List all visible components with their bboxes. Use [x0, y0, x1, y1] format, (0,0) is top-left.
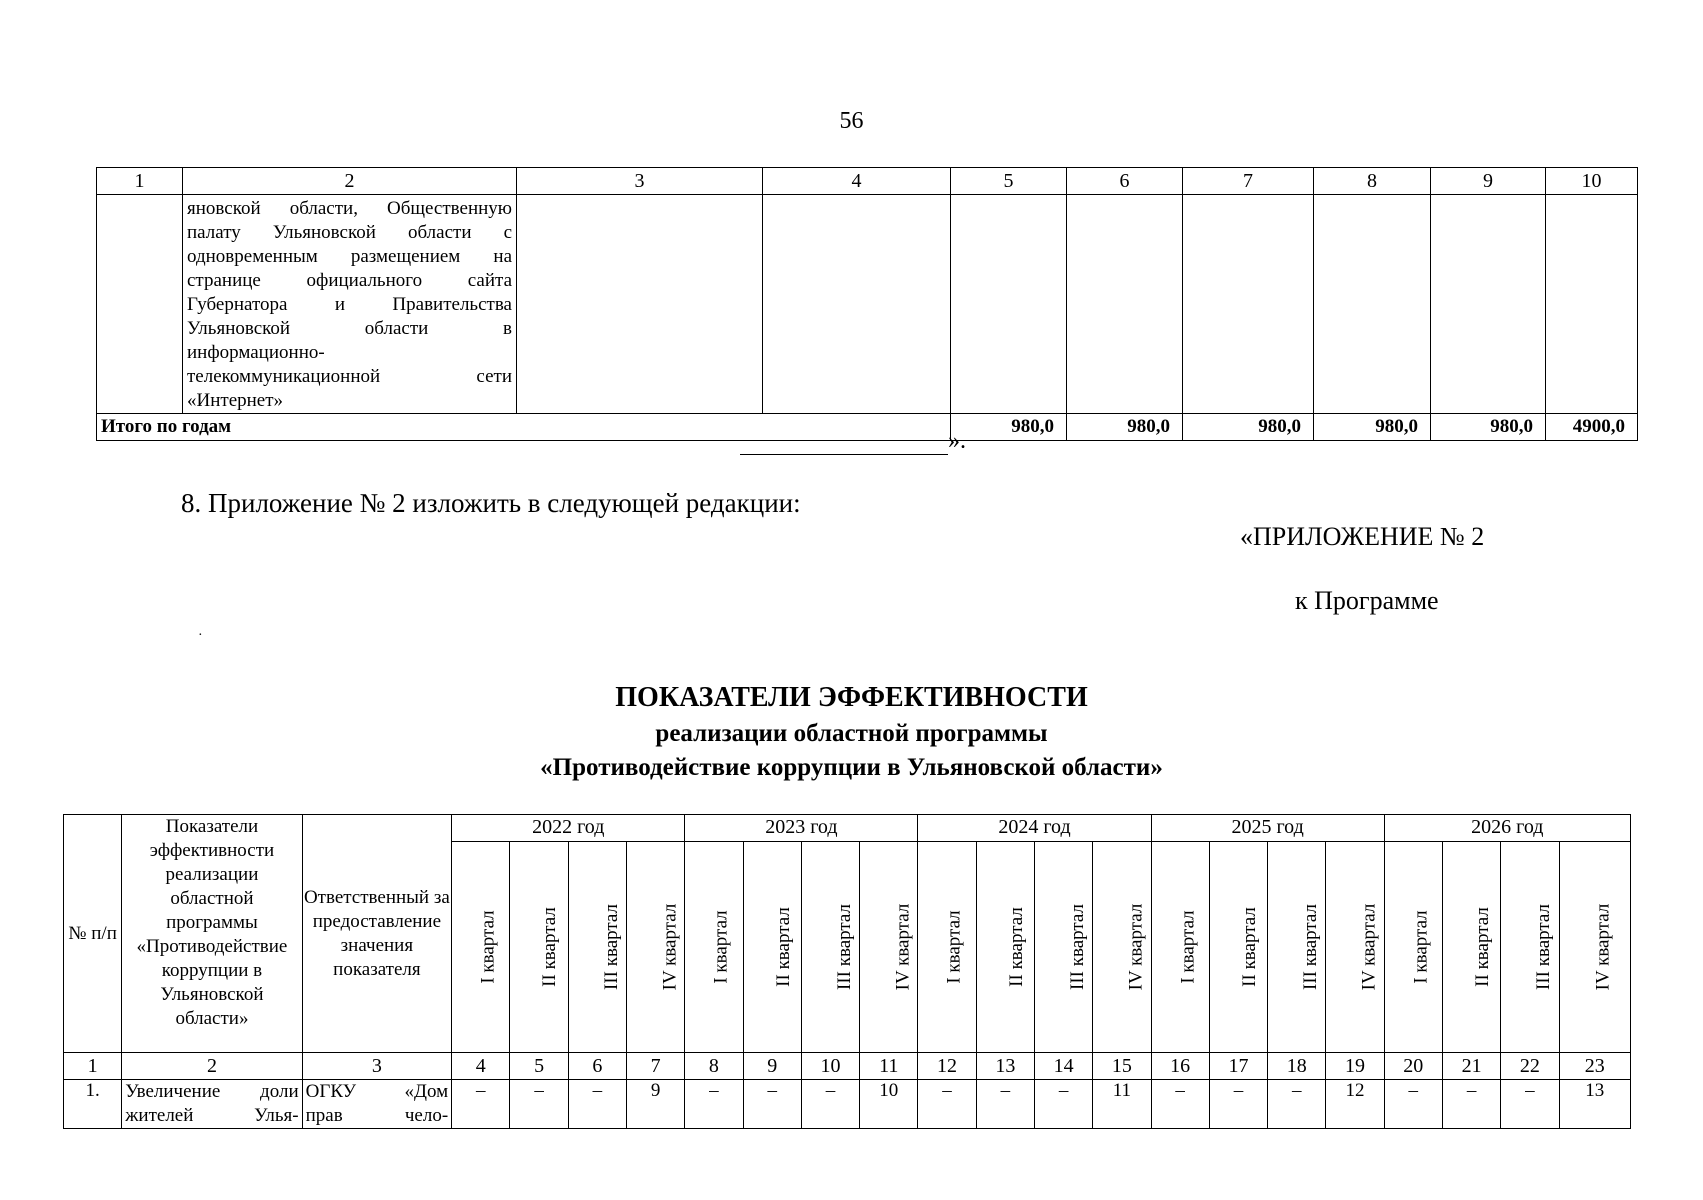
quarter-value: – [801, 1080, 859, 1129]
total-value: 980,0 [951, 414, 1067, 441]
column-number: 7 [1183, 168, 1314, 195]
column-number: 19 [1326, 1053, 1384, 1080]
quarter-label: III квартал [1533, 904, 1555, 990]
column-number: 18 [1268, 1053, 1326, 1080]
column-number: 6 [1067, 168, 1183, 195]
quarter-header [1034, 842, 1092, 1053]
column-number: 10 [801, 1053, 859, 1080]
year-header-row [64, 815, 1631, 842]
quarter-header [743, 842, 801, 1053]
empty-cell [1314, 195, 1431, 414]
quarter-label: III квартал [833, 904, 855, 990]
year-header: 2024 год [918, 815, 1151, 842]
quarter-label: I квартал [1410, 910, 1432, 984]
quarter-value: – [1268, 1080, 1326, 1129]
quarter-label: II квартал [1471, 907, 1493, 987]
quarter-label: I квартал [710, 910, 732, 984]
closing-quote [740, 428, 966, 455]
column-number: 21 [1442, 1053, 1500, 1080]
column-number: 1 [64, 1053, 122, 1080]
quarter-value: – [1501, 1080, 1559, 1129]
empty-cell [1546, 195, 1638, 414]
total-value: 980,0 [1431, 414, 1546, 441]
quarter-header [976, 842, 1034, 1053]
appendix-subtitle: к Программе [1295, 586, 1439, 615]
appendix-label: «ПРИЛОЖЕНИЕ № 2 [1240, 522, 1485, 551]
table-row [97, 195, 1638, 414]
quarter-header [1326, 842, 1384, 1053]
quarter-header [801, 842, 859, 1053]
total-value: 980,0 [1314, 414, 1431, 441]
quarter-label: IV квартал [1125, 903, 1147, 991]
closing-underline [740, 434, 948, 455]
column-number: 15 [1093, 1053, 1151, 1080]
column-number: 9 [1431, 168, 1546, 195]
stray-dot: · [198, 628, 203, 643]
column-number: 2 [122, 1053, 302, 1080]
quarter-label: IV квартал [1591, 903, 1613, 991]
column-number: 17 [1209, 1053, 1267, 1080]
quarter-label: IV квартал [892, 903, 914, 991]
indicator-name [122, 1080, 302, 1129]
quarter-value: – [743, 1080, 801, 1129]
quarter-value: – [685, 1080, 743, 1129]
total-value: 4900,0 [1546, 414, 1638, 441]
quarter-label: II квартал [1238, 907, 1260, 987]
quarter-header [568, 842, 626, 1053]
quarter-header [452, 842, 510, 1053]
quarter-value: – [452, 1080, 510, 1129]
indicator-name-line: жителей Улья- [125, 1105, 299, 1126]
table-row [64, 1080, 1631, 1129]
quarter-header [1559, 842, 1631, 1053]
empty-cell [951, 195, 1067, 414]
quarter-value: 11 [1093, 1080, 1151, 1129]
quarter-label: I квартал [1177, 910, 1199, 984]
column-number: 5 [510, 1053, 568, 1080]
column-number: 20 [1384, 1053, 1442, 1080]
quarter-label: II квартал [539, 907, 561, 987]
column-number: 3 [302, 1053, 452, 1080]
page-number: 56 [839, 108, 864, 134]
column-number: 9 [743, 1053, 801, 1080]
quarter-label: II квартал [772, 907, 794, 987]
column-number: 14 [1034, 1053, 1092, 1080]
indicators-table [63, 814, 1631, 1129]
document-title: ПОКАЗАТЕЛИ ЭФФЕКТИВНОСТИ [615, 682, 1088, 713]
total-value: 980,0 [1183, 414, 1314, 441]
total-value: 980,0 [1067, 414, 1183, 441]
quarter-value: – [976, 1080, 1034, 1129]
year-header: 2023 год [685, 815, 918, 842]
quarter-value: – [568, 1080, 626, 1129]
column-number: 4 [763, 168, 951, 195]
column-number: 4 [452, 1053, 510, 1080]
column-number: 7 [627, 1053, 685, 1080]
quarter-header [685, 842, 743, 1053]
program-name: «Противодействие коррупции в Ульяновской области» [540, 754, 1163, 781]
amendment-instruction: 8. Приложение № 2 изложить в следующей редакции: [181, 488, 801, 518]
responsible-party [302, 1080, 452, 1129]
quarter-value: – [1034, 1080, 1092, 1129]
year-header: 2025 год [1151, 815, 1384, 842]
quarter-header [627, 842, 685, 1053]
column-number: 5 [951, 168, 1067, 195]
column-number: 8 [1314, 168, 1431, 195]
empty-cell [97, 195, 183, 414]
empty-cell [517, 195, 763, 414]
closing-quote-text: ». [948, 428, 966, 454]
header-responsible: Ответственный за предоставление значения показателя [302, 815, 452, 1053]
quarter-label: II квартал [1005, 907, 1027, 987]
quarter-header [1093, 842, 1151, 1053]
responsible-party-line: ОГКУ «Дом [305, 1081, 449, 1102]
quarter-header [1501, 842, 1559, 1053]
quarter-label: IV квартал [659, 903, 681, 991]
column-number: 11 [860, 1053, 918, 1080]
quarter-label: IV квартал [1358, 903, 1380, 991]
column-number: 2 [183, 168, 517, 195]
column-number-row [64, 1053, 1631, 1080]
column-number: 13 [976, 1053, 1034, 1080]
quarter-value: – [1151, 1080, 1209, 1129]
header-indicator: Показатели эффективности реализации областной программы «Противодействие коррупции в Ульяновской области» [122, 815, 302, 1053]
column-number: 1 [97, 168, 183, 195]
quarter-value: 12 [1326, 1080, 1384, 1129]
quarter-value: 10 [860, 1080, 918, 1129]
total-label: Итого по годам [97, 414, 951, 441]
quarter-header [510, 842, 568, 1053]
quarter-label: I квартал [944, 910, 966, 984]
quarter-header [1151, 842, 1209, 1053]
measure-description: яновской области, Общественную палату Ульяновской области с одновременным размещением на странице официального сайта Губернатора и Правительства Ульяновской области в информационно-телекоммуникационной сети «Интернет» [183, 195, 517, 414]
quarter-value: – [510, 1080, 568, 1129]
column-number: 3 [517, 168, 763, 195]
column-number-row [97, 168, 1638, 195]
empty-cell [763, 195, 951, 414]
header-number: № п/п [64, 815, 122, 1053]
row-number: 1. [64, 1080, 122, 1129]
column-number: 12 [918, 1053, 976, 1080]
quarter-value: – [918, 1080, 976, 1129]
column-number: 6 [568, 1053, 626, 1080]
quarter-label: III квартал [1300, 904, 1322, 990]
column-number: 22 [1501, 1053, 1559, 1080]
quarter-value: – [1384, 1080, 1442, 1129]
column-number: 10 [1546, 168, 1638, 195]
quarter-label: III квартал [600, 904, 622, 990]
quarter-header [918, 842, 976, 1053]
quarter-header [1209, 842, 1267, 1053]
quarter-value: 13 [1559, 1080, 1631, 1129]
year-header: 2026 год [1384, 815, 1630, 842]
quarter-label: III квартал [1066, 904, 1088, 990]
quarter-value: – [1209, 1080, 1267, 1129]
column-number: 23 [1559, 1053, 1631, 1080]
column-number: 8 [685, 1053, 743, 1080]
quarter-header [1442, 842, 1500, 1053]
year-header: 2022 год [452, 815, 685, 842]
document-subtitle: реализации областной программы [655, 720, 1048, 747]
indicator-name-line: Увеличение доли [125, 1081, 299, 1102]
quarter-label: I квартал [477, 910, 499, 984]
responsible-party-line: прав чело- [305, 1105, 449, 1126]
quarter-value: 9 [627, 1080, 685, 1129]
column-number: 16 [1151, 1053, 1209, 1080]
empty-cell [1067, 195, 1183, 414]
quarter-header [860, 842, 918, 1053]
quarter-header [1384, 842, 1442, 1053]
empty-cell [1431, 195, 1546, 414]
quarter-value: – [1442, 1080, 1500, 1129]
quarter-header [1268, 842, 1326, 1053]
budget-table-continuation [96, 167, 1638, 441]
empty-cell [1183, 195, 1314, 414]
